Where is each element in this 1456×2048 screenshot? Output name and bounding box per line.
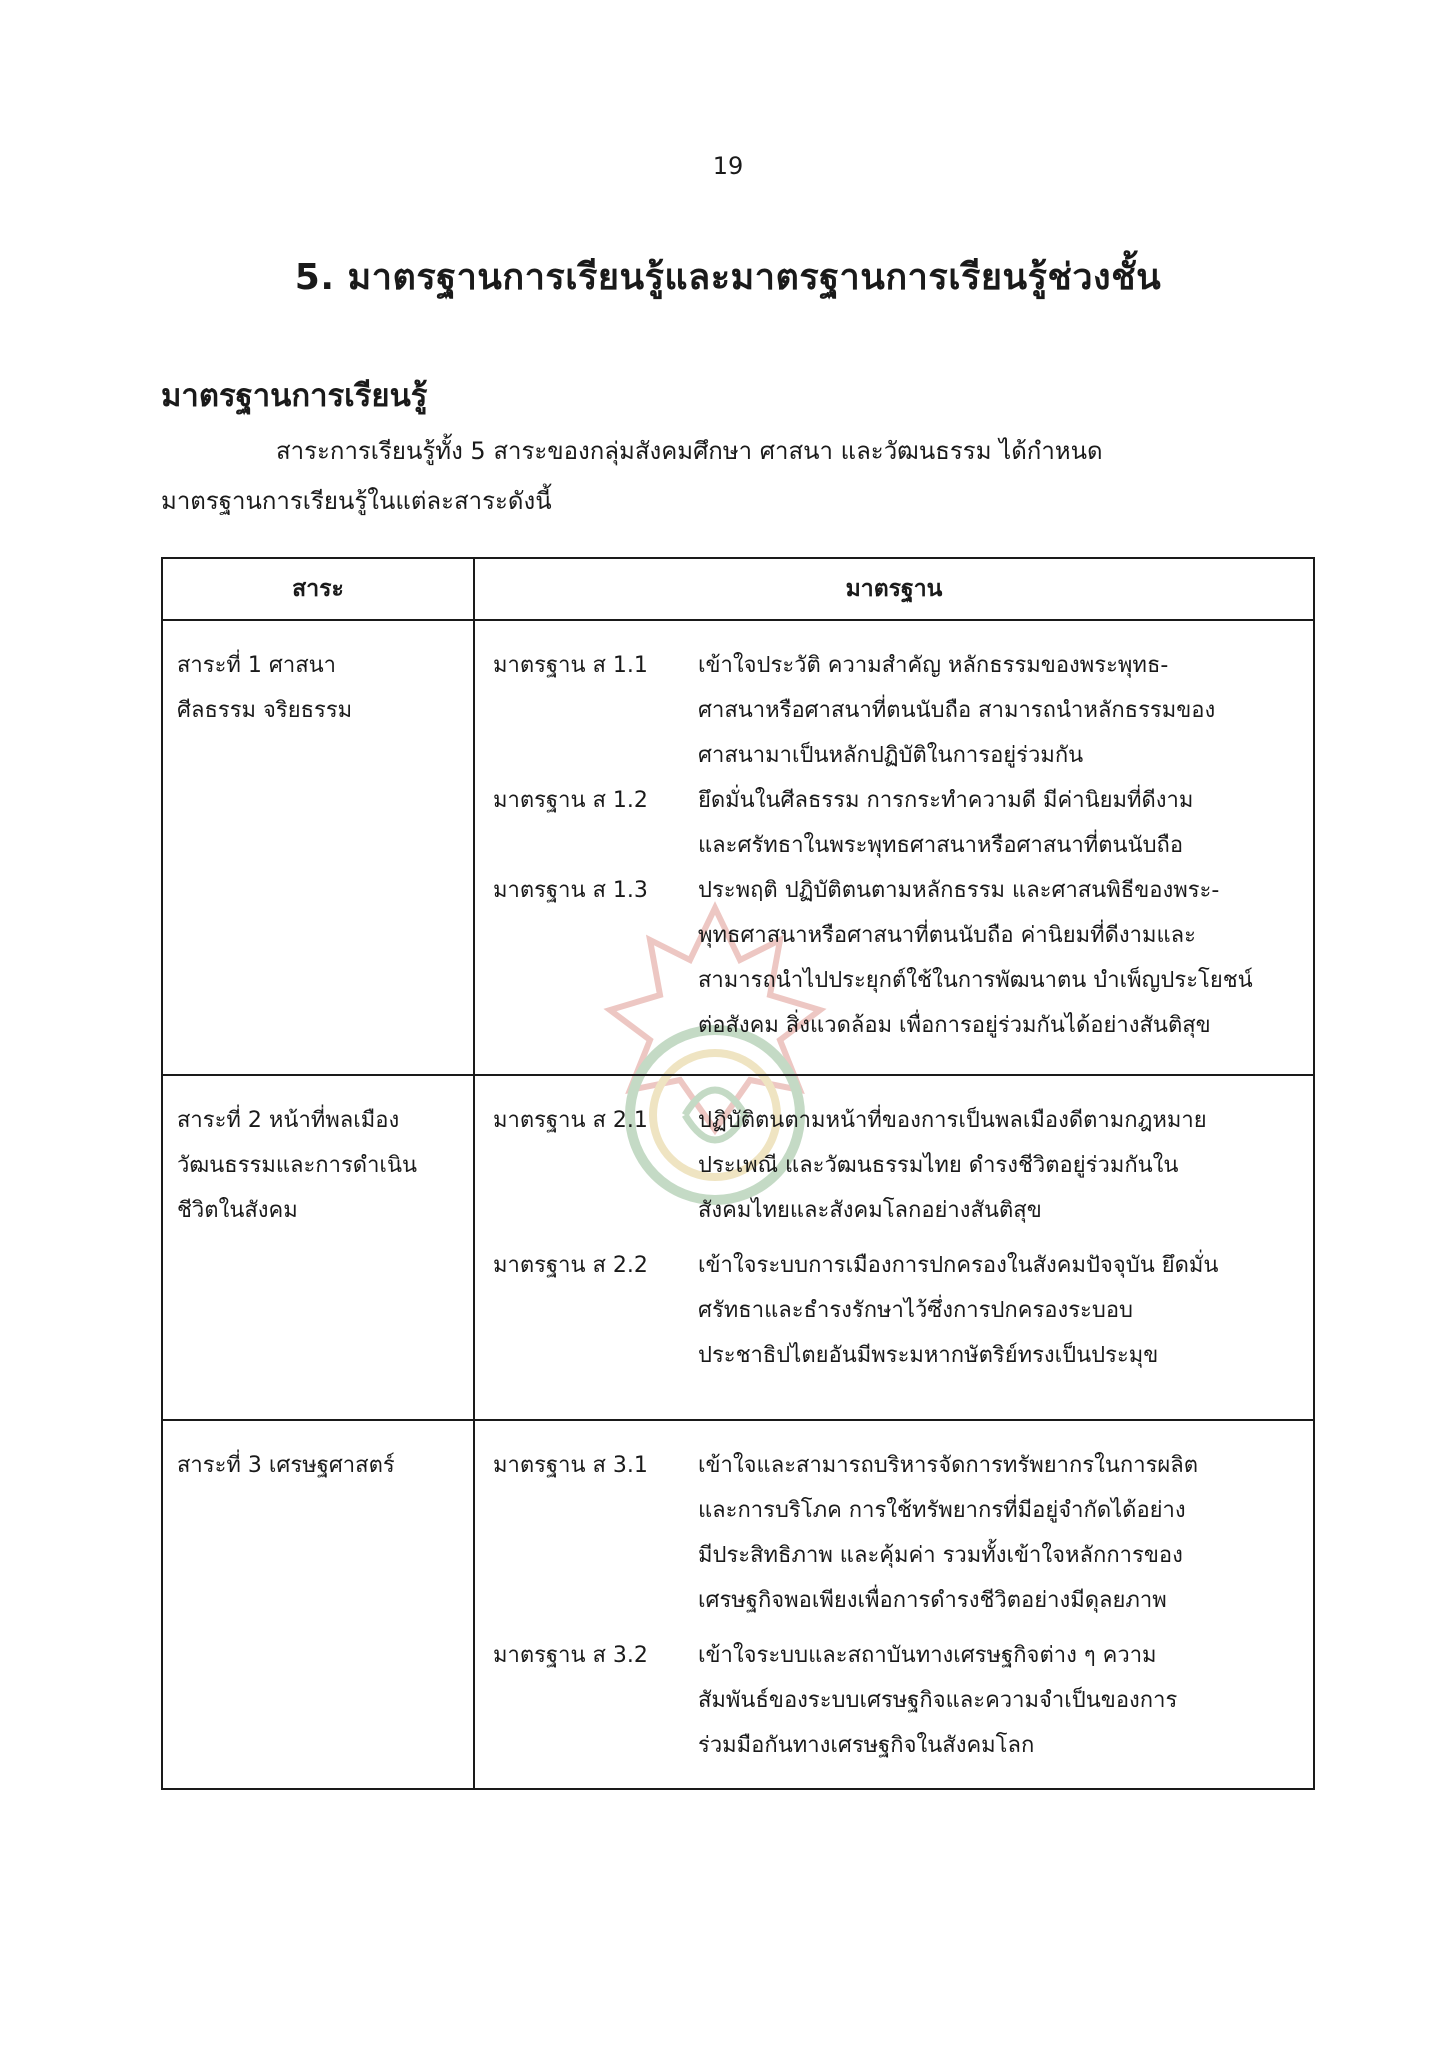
standard-code: มาตรฐาน ส 2.1 xyxy=(493,1108,648,1133)
table-row xyxy=(162,1420,1314,1789)
standard-text-line: ประพฤติ ปฏิบัติตนตามหลักธรรม และศาสนพิธีของพระ- xyxy=(698,878,1220,903)
header-subject: สาระ xyxy=(162,558,474,620)
subject-line: สาระที่ 3 เศรษฐศาสตร์ xyxy=(177,1453,395,1478)
intro-paragraph xyxy=(161,426,1311,526)
standard-code: มาตรฐาน ส 1.1 xyxy=(493,653,648,678)
standard-text-line: ศรัทธาและธำรงรักษาไว้ซึ่งการปกครองระบอบ xyxy=(698,1298,1134,1323)
standard-text-line: ศาสนามาเป็นหลักปฏิบัติในการอยู่ร่วมกัน xyxy=(698,743,1084,768)
standard-item xyxy=(493,1443,1295,1623)
standard-text-line: สามารถนำไปประยุกต์ใช้ในการพัฒนาตน บำเพ็ญประโยชน์ xyxy=(698,968,1253,993)
standard-code: มาตรฐาน ส 1.2 xyxy=(493,788,648,813)
standard-item xyxy=(493,868,1295,1048)
standard-text xyxy=(698,778,1295,868)
standard-text xyxy=(698,868,1295,1048)
standard-code: มาตรฐาน ส 2.2 xyxy=(493,1253,648,1278)
standard-text xyxy=(698,1633,1295,1768)
standard-text-line: ประชาธิปไตยอันมีพระมหากษัตริย์ทรงเป็นประมุข xyxy=(698,1343,1159,1368)
standards-cell xyxy=(474,1075,1314,1420)
subject-line: ศีลธรรม จริยธรรม xyxy=(177,698,353,723)
table-row xyxy=(162,620,1314,1075)
standard-text-line: สัมพันธ์ของระบบเศรษฐกิจและความจำเป็นของการ xyxy=(698,1688,1178,1713)
standards-cell xyxy=(474,1420,1314,1789)
page-number: 19 xyxy=(712,152,744,180)
standard-item xyxy=(493,1243,1295,1378)
standards-cell xyxy=(474,620,1314,1075)
standard-text-line: ศาสนาหรือศาสนาที่ตนนับถือ สามารถนำหลักธรรมของ xyxy=(698,698,1216,723)
intro-line: สาระการเรียนรู้ทั้ง 5 สาระของกลุ่มสังคมศึกษา ศาสนา และวัฒนธรรม ได้กำหนด xyxy=(276,437,1103,465)
subject-cell xyxy=(162,1075,474,1420)
subject-cell xyxy=(162,620,474,1075)
standard-text xyxy=(698,643,1295,778)
standard-item xyxy=(493,778,1295,868)
standard-text-line: และศรัทธาในพระพุทธศาสนาหรือศาสนาที่ตนนับถือ xyxy=(698,833,1184,858)
standard-text-line: พุทธศาสนาหรือศาสนาที่ตนนับถือ ค่านิยมที่ดีงามและ xyxy=(698,923,1196,948)
standard-item xyxy=(493,1098,1295,1233)
standard-text-line: และการบริโภค การใช้ทรัพยากรที่มีอยู่จำกัดได้อย่าง xyxy=(698,1498,1186,1523)
standards-table xyxy=(161,557,1315,1790)
subject-line: ชีวิตในสังคม xyxy=(177,1198,298,1223)
standard-text-line: เศรษฐกิจพอเพียงเพื่อการดำรงชีวิตอย่างมีดุลยภาพ xyxy=(698,1588,1167,1613)
standard-text-line: ร่วมมือกันทางเศรษฐกิจในสังคมโลก xyxy=(698,1733,1035,1758)
standard-text xyxy=(698,1443,1295,1623)
standard-text-line: เข้าใจระบบและสถาบันทางเศรษฐกิจต่าง ๆ ความ xyxy=(698,1643,1157,1668)
standard-item xyxy=(493,643,1295,778)
subject-cell xyxy=(162,1420,474,1789)
section-heading: มาตรฐานการเรียนรู้ xyxy=(161,378,428,414)
standard-text-line: เข้าใจระบบการเมืองการปกครองในสังคมปัจจุบัน ยึดมั่น xyxy=(698,1253,1219,1278)
standard-text-line: มีประสิทธิภาพ และคุ้มค่า รวมทั้งเข้าใจหลักการของ xyxy=(698,1543,1183,1568)
standard-text xyxy=(698,1098,1295,1233)
subject-line: สาระที่ 1 ศาสนา xyxy=(177,653,337,678)
standard-code: มาตรฐาน ส 1.3 xyxy=(493,878,648,903)
standard-text xyxy=(698,1243,1295,1378)
standard-text-line: ปฏิบัติตนตามหน้าที่ของการเป็นพลเมืองดีตามกฎหมาย xyxy=(698,1108,1207,1133)
standard-text-line: ประเพณี และวัฒนธรรมไทย ดำรงชีวิตอยู่ร่วมกันใน xyxy=(698,1153,1179,1178)
standard-item xyxy=(493,1633,1295,1768)
subject-line: สาระที่ 2 หน้าที่พลเมือง xyxy=(177,1108,400,1133)
header-standard: มาตรฐาน xyxy=(474,558,1314,620)
standard-text-line: เข้าใจและสามารถบริหารจัดการทรัพยากรในการผลิต xyxy=(698,1453,1199,1478)
intro-line: มาตรฐานการเรียนรู้ในแต่ละสาระดังนี้ xyxy=(161,487,552,515)
standard-text-line: เข้าใจประวัติ ความสำคัญ หลักธรรมของพระพุทธ- xyxy=(698,653,1169,678)
standard-text-line: ยึดมั่นในศีลธรรม การกระทำความดี มีค่านิยมที่ดีงาม xyxy=(698,788,1194,813)
standard-code: มาตรฐาน ส 3.2 xyxy=(493,1643,648,1668)
chapter-title: 5. มาตรฐานการเรียนรู้และมาตรฐานการเรียนรู้ช่วงชั้น xyxy=(294,257,1162,298)
standard-code: มาตรฐาน ส 3.1 xyxy=(493,1453,648,1478)
table-row xyxy=(162,1075,1314,1420)
standard-text-line: สังคมไทยและสังคมโลกอย่างสันติสุข xyxy=(698,1198,1042,1223)
standard-text-line: ต่อสังคม สิ่งแวดล้อม เพื่อการอยู่ร่วมกันได้อย่างสันติสุข xyxy=(698,1013,1211,1038)
subject-line: วัฒนธรรมและการดำเนิน xyxy=(177,1153,418,1178)
